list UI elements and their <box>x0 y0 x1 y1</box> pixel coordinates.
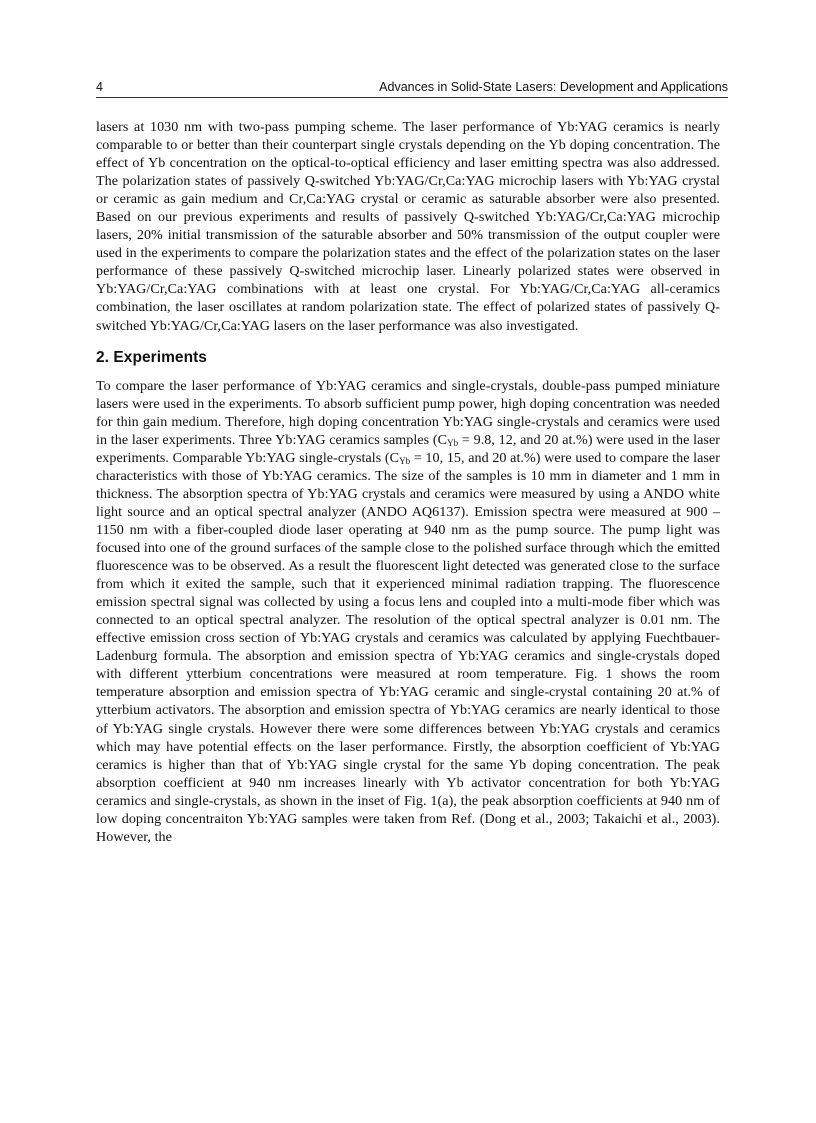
paragraph-intro: lasers at 1030 nm with two-pass pumping scheme. The laser performance of Yb:YAG ceramics is nearly comparable to or better than their counterpart single crystals depending on the Yb doping concentration. The effect of Yb concentration on the optical-to-optical efficiency and laser emitting spectra was also addressed. The polarization states of passively Q-switched Yb:YAG/Cr,Ca:YAG microchip lasers with Yb:YAG crystal or ceramic as gain medium and Cr,Ca:YAG crystal or ceramic as saturable absorber were also presented. Based on our previous experiments and results of passively Q-switched Yb:YAG/Cr,Ca:YAG microchip lasers, 20% initial transmission of the saturable absorber and 50% transmission of the output coupler were used in the experiments to compare the polarization states and the effect of the polarization states on the laser performance of these passively Q-switched microchip laser. Linearly polarized states were observed in Yb:YAG/Cr,Ca:YAG combinations with at least one crystal. For Yb:YAG/Cr,Ca:YAG all-ceramics combination, the laser oscillates at random polarization state. The effect of polarized states of passively Q-switched Yb:YAG/Cr,Ca:YAG lasers on the laser performance was also investigated. <box>96 119 720 334</box>
text-segment: = 9.8, 12, and 20 at.%) were used in the laser experiments. Comparable Yb:YAG single-crystals (C <box>96 431 721 466</box>
subscript: Yb <box>399 455 411 466</box>
running-header <box>96 80 728 98</box>
page-number: 4 <box>96 80 103 94</box>
paragraph-experiments <box>96 377 720 846</box>
section-heading: 2. Experiments <box>96 348 207 366</box>
body-text <box>96 118 720 846</box>
text-segment: To compare the laser performance of Yb:YAG ceramics and single-crystals, double-pass pumped miniature lasers were used in the experiments. To absorb sufficient pump power, high doping concentration was needed for thin gain medium. Therefore, high doping concentration Yb:YAG single-crystals and ceramics were used in the laser experiments. Three Yb:YAG ceramics samples (C <box>96 377 720 448</box>
text-segment: = 10, 15, and 20 at.%) were used to compare the laser characteristics with those of Yb:YAG ceramics. The size of the samples is 10 mm in diameter and 1 mm in thickness. The absorption spectra of Yb:YAG crystals and ceramics were measured by using a ANDO white light source and an optical spectral analyzer (ANDO AQ6137). Emission spectra were measured at 900 – 1150 nm with a fiber-coupled diode laser operating at 940 nm as the pump source. The pump light was focused into one of the ground surfaces of the sample close to the polished surface through which the emitted fluorescence was to be observed. As a result the fluorescent light detected was generated close to the surface from which it exited the sample, such that it experienced minimal radiation trapping. The fluorescence emission spectral signal was collected by using a focus lens and coupled into a multi-mode fiber which was connected to an optical spectral analyzer. The resolution of the optical spectral analyzer is 0.01 nm. The effective emission cross section of Yb:YAG crystals and ceramics was calculated by applying Fuechtbauer-Ladenburg formula. The absorption and emission spectra of Yb:YAG ceramics and single-crystals doped with different ytterbium concentrations were measured at room temperature. Fig. 1 shows the room temperature absorption and emission spectra of Yb:YAG ceramic and single-crystal containing 20 at.% of ytterbium activators. The absorption and emission spectra of Yb:YAG ceramics are nearly identical to those of Yb:YAG single crystals. However there were some differences between Yb:YAG crystals and ceramics which may have potential effects on the laser performance. Firstly, the absorption coefficient of Yb:YAG ceramics is higher than that of Yb:YAG single crystal for the same Yb doping concentration. The peak absorption coefficient at 940 nm increases linearly with Yb activator concentration for both Yb:YAG ceramics and single-crystals, as shown in the inset of Fig. 1(a), the peak absorption coefficients at 940 nm of low doping concentraiton Yb:YAG samples were taken from Ref. (Dong et al., 2003; Takaichi et al., 2003). However, the <box>96 449 720 845</box>
subscript: Yb <box>447 437 459 448</box>
running-title: Advances in Solid-State Lasers: Development and Applications <box>379 80 728 94</box>
